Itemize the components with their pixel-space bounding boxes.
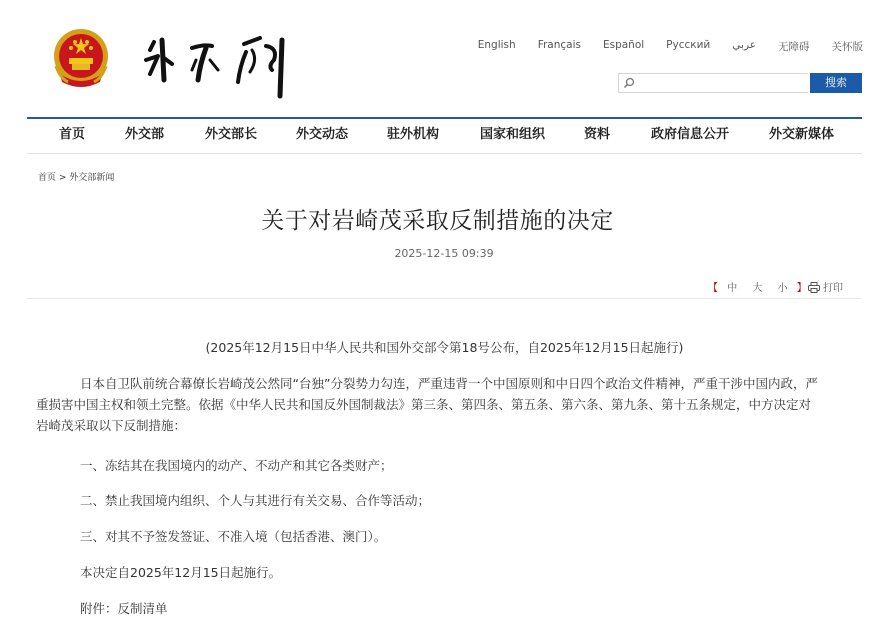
- measure-item: 二、禁止我国境内组织、个人与其进行有关交易、合作等活动；: [80, 493, 431, 508]
- breadcrumb-home-link[interactable]: 首页: [38, 173, 57, 183]
- print-button[interactable]: [808, 279, 843, 294]
- breadcrumb-current-link[interactable]: 外交部新闻: [69, 173, 115, 183]
- page-title: 关于对岩崎茂采取反制措施的决定: [261, 208, 614, 234]
- lang-russian-link[interactable]: Русский: [666, 39, 711, 51]
- print-label: 打印: [823, 283, 843, 294]
- content-divider: [27, 298, 862, 299]
- effective-date-text: 本决定自2025年12月15日起施行。: [80, 565, 282, 580]
- ministry-calligraphy-logo[interactable]: [140, 30, 300, 102]
- measure-item: 三、对其不予签发签证、不准入境（包括香港、澳门）。: [80, 529, 387, 544]
- font-size-controls: [708, 279, 807, 294]
- attachment-link[interactable]: 附件：反制清单: [80, 601, 168, 616]
- nav-item-resources[interactable]: 资料: [584, 127, 611, 142]
- nav-item-news[interactable]: 外交动态: [296, 127, 349, 142]
- national-emblem-icon[interactable]: [52, 26, 110, 90]
- publish-date: 2025-12-15 09:39: [394, 247, 494, 260]
- breadcrumb: [38, 170, 114, 183]
- nav-item-countries[interactable]: 国家和组织: [480, 127, 546, 142]
- font-size-large-button[interactable]: 大: [752, 283, 763, 294]
- font-size-small-button[interactable]: 小: [777, 283, 788, 294]
- paragraph-line: 日本自卫队前统合幕僚长岩崎茂公然同“台独”分裂势力勾连，严重违背一个中国原则和中日四个政治文件精神，严重干涉中国内政，严: [80, 376, 818, 391]
- font-size-medium-button[interactable]: 中: [727, 283, 738, 294]
- main-nav: [27, 119, 862, 154]
- accessibility-link[interactable]: 无障碍: [778, 41, 810, 53]
- search-input[interactable]: [637, 75, 809, 93]
- paragraph-line: 重损害中国主权和领土完整。依据《中华人民共和国反外国制裁法》第三条、第四条、第五条、第六条、第九条、第十五条规定，中方决定对: [36, 397, 812, 412]
- bracket-close: 】: [796, 283, 807, 294]
- paragraph-line: 岩崎茂采取以下反制措施：: [36, 418, 187, 433]
- nav-item-minister[interactable]: 外交部长: [205, 127, 258, 142]
- language-bar: [456, 39, 863, 54]
- nav-item-gov-info[interactable]: 政府信息公开: [651, 127, 730, 142]
- nav-item-ministry[interactable]: 外交部: [125, 127, 165, 142]
- lang-french-link[interactable]: Français: [537, 39, 581, 51]
- article-paragraph-intro: [36, 373, 840, 436]
- bracket-open: 【: [708, 283, 718, 294]
- nav-item-home[interactable]: 首页: [59, 127, 86, 142]
- nav-item-new-media[interactable]: 外交新媒体: [769, 127, 835, 142]
- nav-item-missions[interactable]: 驻外机构: [387, 127, 440, 142]
- lang-english-link[interactable]: English: [477, 39, 516, 51]
- site-header: [0, 0, 875, 117]
- article-subtitle: (2025年12月15日中华人民共和国外交部令第18号公布，自2025年12月15日起施行): [205, 340, 684, 355]
- lang-spanish-link[interactable]: Español: [602, 39, 645, 51]
- search-box: [618, 73, 808, 93]
- search-button[interactable]: 搜索: [810, 73, 862, 93]
- breadcrumb-separator: >: [58, 173, 67, 183]
- printer-icon: [808, 282, 820, 293]
- care-mode-link[interactable]: 关怀版: [831, 41, 863, 53]
- lang-arabic-link[interactable]: عربي: [732, 39, 756, 51]
- measure-item: 一、冻结其在我国境内的动产、不动产和其它各类财产；: [80, 458, 393, 473]
- search-icon: [623, 77, 635, 89]
